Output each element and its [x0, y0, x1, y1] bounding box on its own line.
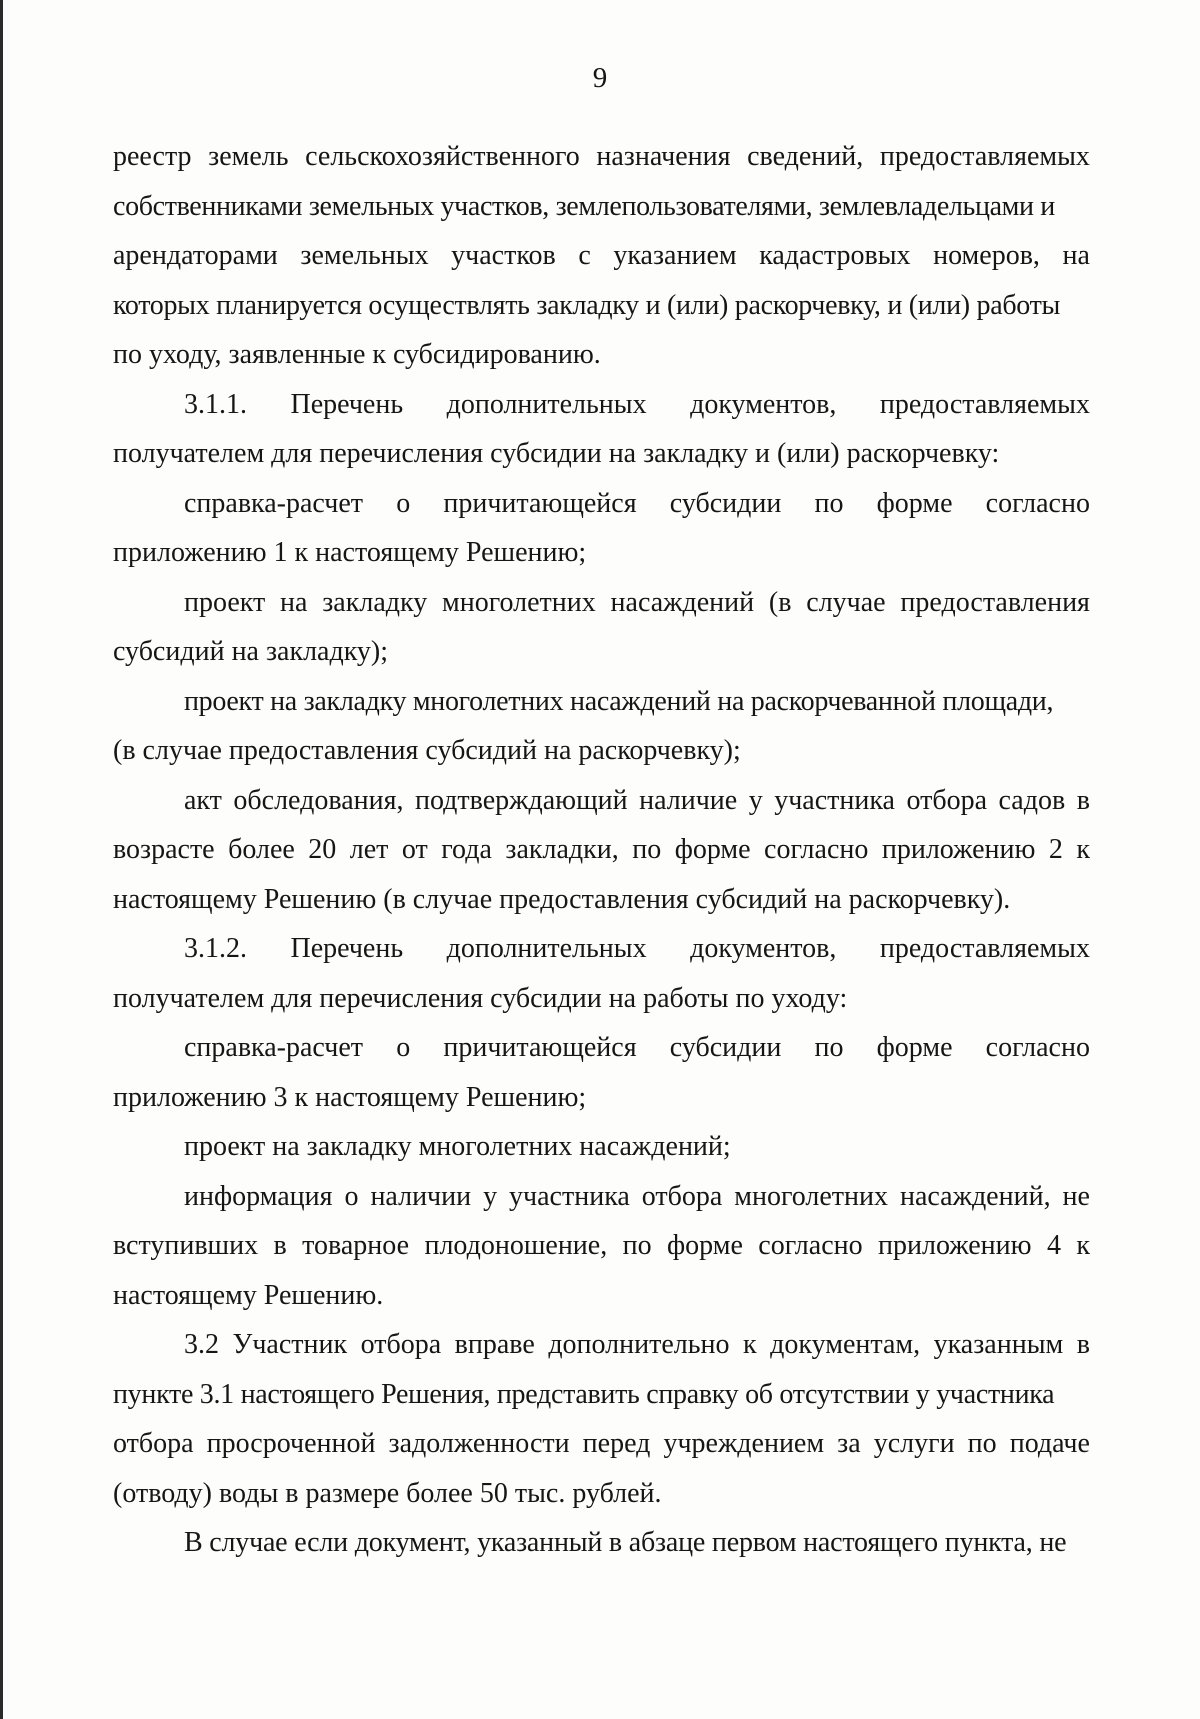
text-line [113, 578, 1090, 628]
word: по [622, 1230, 652, 1261]
word: задолженности [388, 1428, 570, 1459]
word: плодоношение, [424, 1230, 608, 1261]
word: обследования, [233, 784, 404, 816]
word: более [228, 834, 295, 865]
word: товарное [302, 1230, 410, 1261]
word: насаждений [610, 586, 755, 618]
word: 3.1.2. [184, 933, 247, 964]
word: земельных [300, 240, 429, 271]
text-line [113, 1172, 1090, 1222]
word: просроченной [206, 1428, 376, 1459]
word: садов [998, 784, 1066, 816]
text-line: собственниками земельных участков, землепользователями, землевладельцами и [113, 190, 1055, 222]
word: наличии [370, 1180, 472, 1212]
text-line: проект на закладку многолетних насаждений; [184, 1131, 731, 1162]
word: года [441, 834, 492, 865]
text-line: проект на закладку многолетних насаждений на раскорчеванной площади, [184, 685, 1054, 717]
word: к [1076, 1230, 1090, 1261]
word: отбора [113, 1428, 194, 1459]
word: предоставляемых [879, 933, 1090, 964]
word: дополнительных [446, 388, 647, 420]
word: справка-расчет [184, 1032, 364, 1063]
word: отбора [906, 784, 988, 816]
word: (в [768, 586, 792, 618]
text-line: приложению 1 к настоящему Решению; [113, 537, 587, 568]
paragraph [113, 578, 1090, 677]
text-line [113, 825, 1090, 875]
word: форме [876, 487, 953, 519]
word: 20 [308, 834, 337, 865]
word: перед [582, 1428, 651, 1459]
paragraph [113, 924, 1090, 1023]
word: закладки, [505, 834, 619, 865]
word: арендаторами [113, 240, 278, 271]
word: от [401, 834, 428, 865]
word: предоставляемых [879, 141, 1090, 172]
word: случае [806, 586, 886, 618]
word: многолетних [734, 1180, 889, 1212]
word: по [967, 1428, 997, 1459]
text-line [113, 1023, 1090, 1073]
word: Участник [232, 1329, 348, 1360]
word: у [748, 784, 763, 816]
word: проект [184, 586, 266, 618]
word: в [1076, 784, 1090, 816]
text-line [113, 1221, 1090, 1271]
word: наличие [639, 784, 738, 816]
text-line [113, 924, 1090, 974]
paragraph [113, 1172, 1090, 1321]
text-line [113, 479, 1090, 529]
word: назначения [596, 141, 731, 172]
text-line: получателем для перечисления субсидии на закладку и (или) раскорчевку: [113, 438, 1000, 469]
word: Перечень [290, 388, 404, 420]
word: подаче [1009, 1428, 1090, 1459]
word: учреждением [663, 1428, 825, 1459]
text-line [113, 1320, 1090, 1370]
page-number: 9 [592, 62, 608, 94]
text-line [113, 380, 1090, 430]
word: форме [876, 1032, 953, 1063]
word: Перечень [290, 933, 404, 964]
paragraph [113, 1122, 1090, 1172]
word: приложению [881, 834, 1036, 865]
paragraph [113, 776, 1090, 925]
word: согласно [985, 1032, 1090, 1063]
word: участника [774, 784, 895, 816]
word: предоставляемых [879, 388, 1090, 420]
text-line [113, 1419, 1090, 1469]
paragraph [113, 1518, 1090, 1568]
word: подтверждающий [414, 784, 628, 816]
word: вправе [454, 1329, 535, 1360]
word: за [837, 1428, 861, 1459]
word: вступивших [113, 1230, 259, 1261]
word: реестр [113, 141, 192, 172]
word: о [396, 1032, 411, 1063]
text-line: В случае если документ, указанный в абзаце первом настоящего пункта, не [184, 1527, 1067, 1558]
paragraph [113, 1320, 1090, 1518]
text-line: по уходу, заявленные к субсидированию. [113, 339, 601, 370]
word: насаждений, [899, 1180, 1051, 1212]
word: в [273, 1230, 287, 1261]
text-line: приложению 3 к настоящему Решению; [113, 1081, 587, 1113]
word: причитающейся [443, 487, 637, 519]
text-line: (в случае предоставления субсидий на раскорчевку); [113, 735, 741, 766]
word: по [814, 487, 844, 519]
word: отбора [360, 1329, 442, 1360]
paragraph [113, 1023, 1090, 1122]
text-line: которых планируется осуществлять закладку и (или) раскорчевку, и (или) работы [113, 289, 1061, 321]
word: лет [349, 834, 389, 865]
word: согласно [764, 834, 869, 865]
word: 3.1.1. [184, 388, 247, 420]
word: в [1076, 1329, 1090, 1360]
text-line [113, 231, 1090, 281]
word: дополнительных [446, 933, 647, 964]
word: к [1076, 834, 1090, 865]
word: участника [509, 1180, 630, 1212]
text-line: пункте 3.1 настоящего Решения, представить справку об отсутствии у участника [113, 1378, 1055, 1410]
word: документов, [690, 933, 837, 964]
word: форме [674, 834, 751, 865]
word: сведений, [747, 141, 864, 172]
word: услуги [873, 1428, 955, 1459]
word: возрасте [113, 834, 215, 865]
word: многолетних [442, 586, 596, 618]
word: причитающейся [443, 1032, 637, 1063]
word: форме [667, 1230, 743, 1261]
word: 3.2 [184, 1329, 219, 1360]
word: субсидии [669, 487, 782, 519]
paragraph [113, 132, 1090, 380]
text-line [113, 776, 1090, 826]
word: о [396, 487, 411, 519]
word: по [632, 834, 662, 865]
scan-edge [0, 0, 3, 1719]
word: документов, [690, 388, 837, 420]
word: к [743, 1329, 757, 1360]
word: приложению [878, 1230, 1032, 1261]
word: указанием [613, 240, 737, 271]
word: участков [451, 240, 556, 271]
word: о [344, 1180, 359, 1212]
word: по [814, 1032, 844, 1063]
word: кадастровых [759, 240, 911, 271]
word: предоставления [900, 586, 1090, 618]
text-line [113, 132, 1090, 182]
word: согласно [985, 487, 1090, 519]
word: сельскохозяйственного [305, 141, 580, 172]
word: указанным [933, 1329, 1064, 1360]
text-line: настоящему Решению. [113, 1279, 384, 1311]
paragraph [113, 479, 1090, 578]
word: 4 [1046, 1230, 1061, 1261]
word: согласно [758, 1230, 863, 1261]
word: не [1062, 1180, 1090, 1212]
word: отбора [641, 1180, 723, 1212]
word: номеров, [933, 240, 1040, 271]
text-line: настоящему Решению (в случае предоставления субсидий на раскорчевку). [113, 883, 1011, 915]
word: с [578, 240, 591, 271]
text-line: получателем для перечисления субсидии на работы по уходу: [113, 982, 848, 1014]
word: земель [208, 141, 289, 172]
word: дополнительно [548, 1329, 730, 1360]
word: на [280, 586, 308, 618]
paragraph [113, 380, 1090, 479]
word: документам, [770, 1329, 921, 1360]
paragraph [113, 677, 1090, 776]
word: на [1062, 240, 1090, 271]
word: у [483, 1180, 498, 1212]
word: справка-расчет [184, 487, 364, 519]
word: 2 [1048, 834, 1063, 865]
word: закладку [322, 586, 428, 618]
word: информация [184, 1180, 333, 1212]
word: акт [184, 784, 222, 816]
text-line: (отводу) воды в размере более 50 тыс. рублей. [113, 1477, 662, 1509]
document-body [113, 132, 1090, 1568]
text-line: субсидий на закладку); [113, 636, 389, 667]
word: субсидии [669, 1032, 782, 1063]
